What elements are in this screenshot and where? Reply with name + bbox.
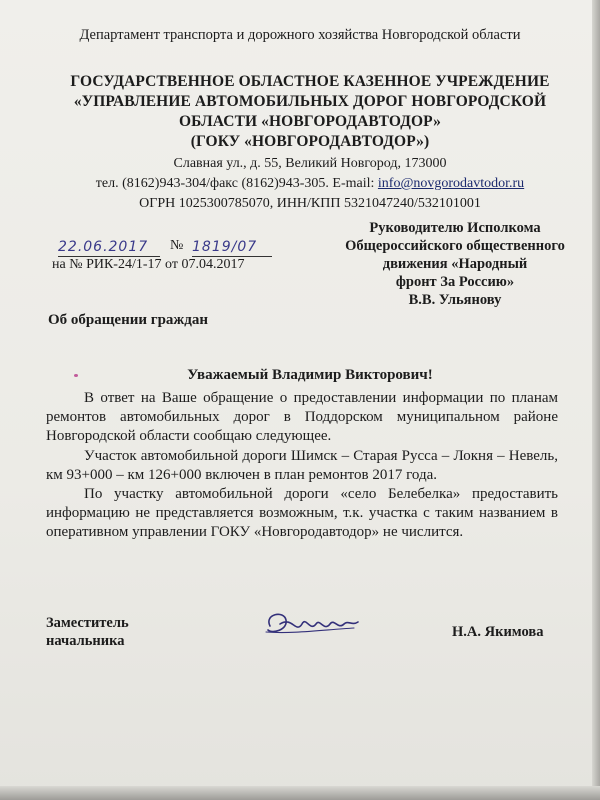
table-surface bbox=[0, 786, 600, 800]
addressee-line: Общероссийского общественного bbox=[345, 238, 565, 254]
signer-name: Н.А. Якимова bbox=[452, 624, 544, 640]
body-paragraph: В ответ на Ваше обращение о предоставлении информации по планам ремонтов автомобильных дорог в Поддорском муниципальном районе Новгородской области сообщаю следующее. bbox=[46, 390, 558, 444]
phone-fax: тел. (8162)943-304/факс (8162)943-305. E-mail: bbox=[95, 176, 378, 191]
outgoing-number-field bbox=[192, 238, 272, 257]
addressee-name: В.В. Ульянову bbox=[408, 292, 502, 308]
addressee-line: фронт За Россию» bbox=[395, 274, 515, 290]
number-sign: № bbox=[170, 238, 184, 253]
department-line: Департамент транспорта и дорожного хозяйства Новгородской области bbox=[79, 27, 521, 43]
greeting: Уважаемый Владимир Викторович! bbox=[187, 367, 433, 383]
org-name-line-1: ГОСУДАРСТВЕННОЕ ОБЛАСТНОЕ КАЗЕННОЕ УЧРЕЖДЕНИЕ bbox=[70, 73, 550, 90]
contact-line bbox=[0, 176, 600, 192]
body-paragraph: По участку автомобильной дороги «село Белебелка» предоставить информацию не представляется возможным, т.к. участка с таким названием в оперативном управлении ГОКУ «Новгородавтодор» не числится. bbox=[46, 486, 558, 540]
addressee-line: движения «Народный bbox=[382, 256, 528, 272]
body-paragraph: Участок автомобильной дороги Шимск – Старая Русса – Локня – Невель, км 93+000 – км 126+000 включен в план ремонтов 2017 года. bbox=[46, 448, 558, 483]
signer-position-line-2: начальника bbox=[46, 633, 125, 649]
postal-address: Славная ул., д. 55, Великий Новгород, 173000 bbox=[173, 156, 447, 171]
outgoing-date-field bbox=[58, 238, 160, 257]
handwritten-signature bbox=[262, 604, 362, 644]
outgoing-date: 22.06.2017 bbox=[58, 239, 149, 255]
subject-line: Об обращении граждан bbox=[48, 312, 209, 328]
email-link[interactable]: info@novgorodavtodor.ru bbox=[377, 176, 525, 191]
reference-line: на № РИК-24/1-17 от 07.04.2017 bbox=[52, 257, 245, 272]
registry-numbers: ОГРН 1025300785070, ИНН/КПП 5321047240/532101001 bbox=[139, 196, 481, 211]
signer-position-line-1: Заместитель bbox=[46, 615, 129, 631]
org-name-line-2: «УПРАВЛЕНИЕ АВТОМОБИЛЬНЫХ ДОРОГ НОВГОРОДСКОЙ bbox=[73, 93, 547, 110]
org-name-line-3: ОБЛАСТИ «НОВГОРОДАВТОДОР» bbox=[179, 113, 441, 130]
outgoing-number: 1819/07 bbox=[192, 239, 258, 255]
addressee-line: Руководителю Исполкома bbox=[369, 220, 541, 236]
org-abbreviation: (ГОКУ «НОВГОРОДАВТОДОР») bbox=[190, 133, 430, 150]
